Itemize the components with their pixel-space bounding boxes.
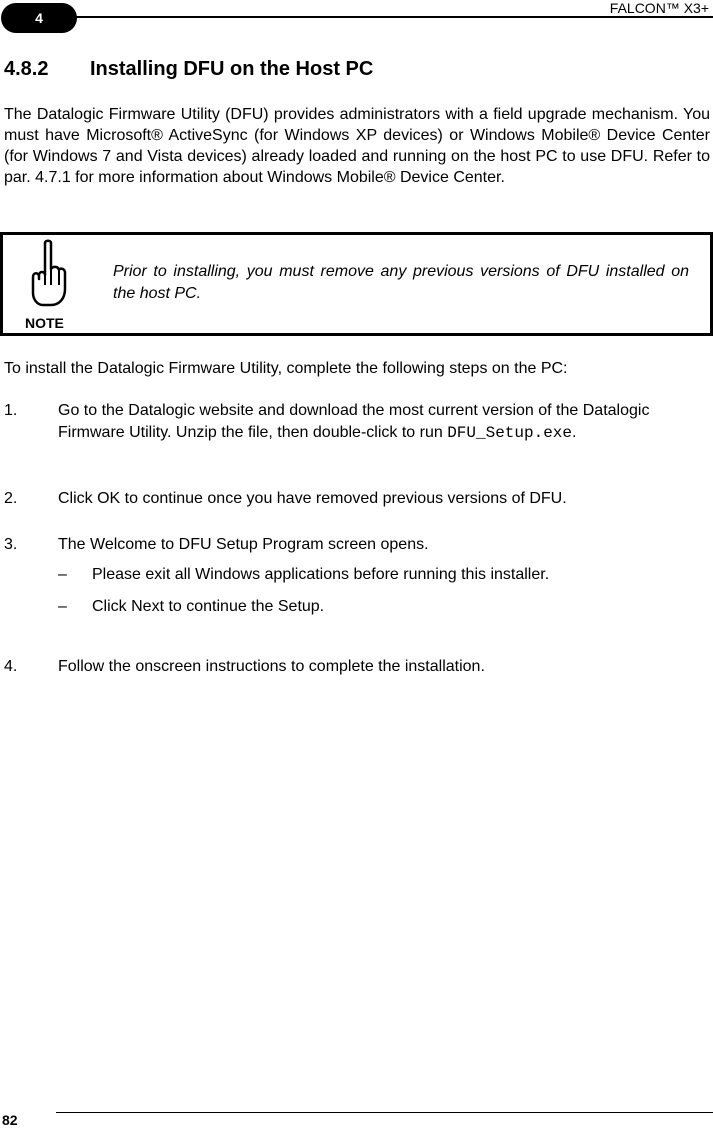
header-rule — [70, 16, 713, 18]
note-text: Prior to installing, you must remove any previous versions of DFU installed on the host PC. — [113, 263, 689, 302]
step-text: The Welcome to DFU Setup Program screen opens. — [58, 536, 429, 553]
note-label: NOTE — [25, 315, 64, 331]
step-3-subitem — [58, 564, 549, 586]
intro-paragraph: The Datalogic Firmware Utility (DFU) provides administrators with a field upgrade mechanism. You must have Microsoft® ActiveSync (for Windows XP devices) or Windows Mobile® Device Center (for Windows 7 and Vista devices) already loaded and running on the host PC to use DFU. Refer to par. 4.7.1 for more information about Windows Mobile® Device Center. — [4, 106, 710, 186]
pointing-hand-icon — [27, 239, 67, 309]
dash-bullet: – — [58, 598, 67, 615]
subitem-text: Click Next to continue the Setup. — [92, 598, 325, 615]
dash-bullet: – — [58, 566, 67, 583]
section-heading — [4, 58, 373, 81]
step-1 — [4, 400, 710, 444]
step-text: Go to the Datalogic website and download the most current version of the Datalogic Firmware Utility. Unzip the file, then double-click to run DFU_Setup.exe. — [58, 402, 650, 442]
section-number: 4.8.2 — [4, 58, 49, 80]
step-number: 2. — [4, 490, 18, 507]
setup-filename: DFU_Setup.exe — [447, 424, 573, 442]
step-2 — [4, 488, 710, 510]
step-3 — [4, 534, 710, 556]
step-number: 3. — [4, 536, 18, 553]
section-title: Installing DFU on the Host PC — [90, 58, 374, 80]
step-4 — [4, 656, 710, 678]
product-name: FALCON™ X3+ — [609, 0, 709, 16]
note-box — [0, 232, 713, 336]
step-text: Click OK to continue once you have removed previous versions of DFU. — [58, 490, 567, 507]
subitem-text: Please exit all Windows applications before running this installer. — [92, 566, 550, 583]
page-number: 82 — [2, 1112, 18, 1128]
instructions-lead: To install the Datalogic Firmware Utility, complete the following steps on the PC: — [4, 360, 568, 377]
footer-rule — [56, 1112, 713, 1113]
step-number: 1. — [4, 402, 18, 419]
step-number: 4. — [4, 658, 18, 675]
step-3-subitem — [58, 596, 324, 618]
chapter-badge: 4 — [1, 3, 77, 33]
step-text: Follow the onscreen instructions to complete the installation. — [58, 658, 485, 675]
